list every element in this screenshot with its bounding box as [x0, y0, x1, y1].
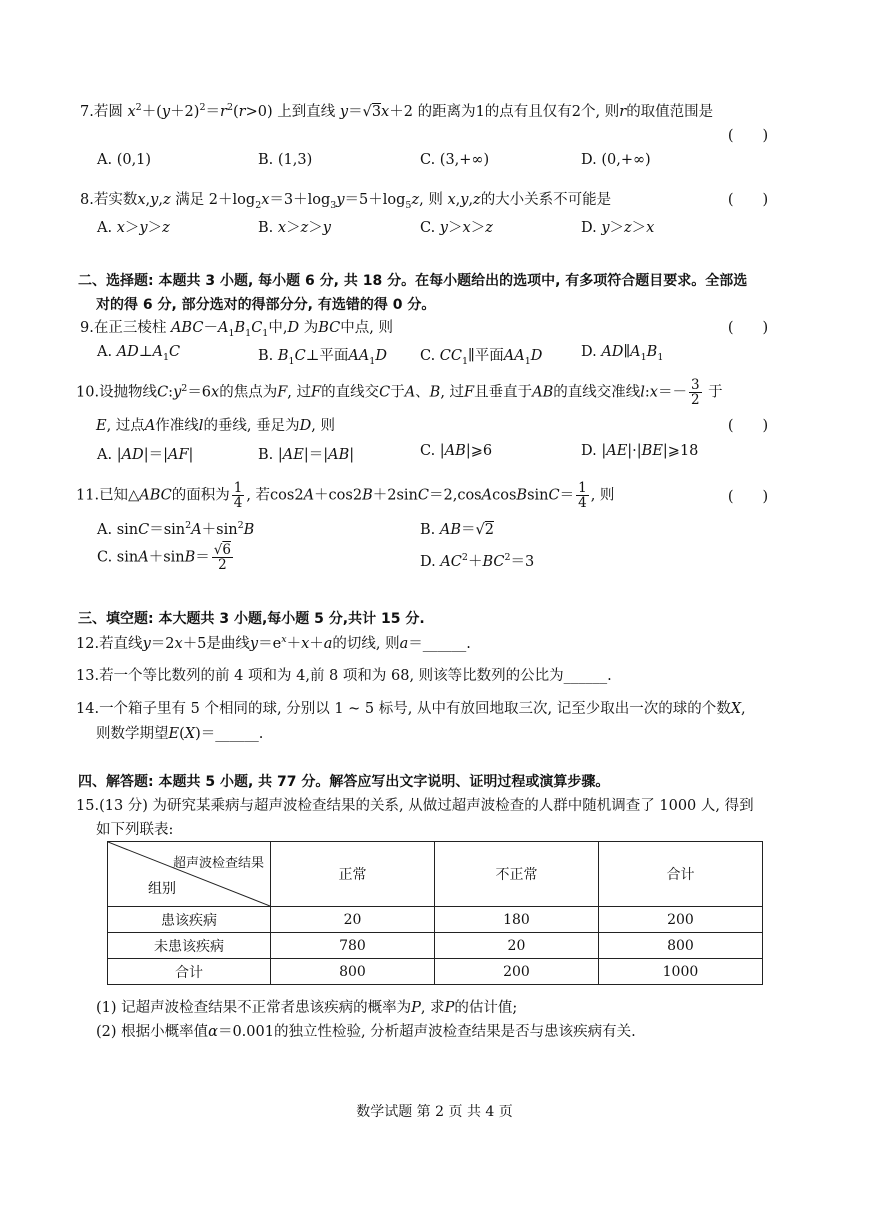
section-2-heading-line2: 对的得 6 分, 部分选对的得部分分, 有选错的得 0 分。	[96, 297, 436, 313]
question-14: 14.一个箱子里有 5 个相同的球, 分别以 1 ~ 5 标号, 从中有放回地取三次, 记至少取出一次的球的个数X,	[76, 701, 746, 717]
corner-top-label: 超声波检查结果	[172, 856, 264, 871]
table-header: 正常	[271, 842, 435, 907]
table-cell: 200	[598, 907, 762, 933]
question-9: 9.在正三棱柱 $ABC-A_1B_1C_1$中,D 为BC中点, 则	[80, 320, 393, 339]
q8-option-a: A. x＞y＞z	[97, 220, 170, 236]
question-15-part-2: (2) 根据小概率值α＝0.001的独立性检验, 分析超声波检查结果是否与患该疾病有关.	[96, 1024, 636, 1040]
q8-option-d: D. y＞z＞x	[581, 220, 655, 236]
q7-option-a: A. (0,1)	[97, 152, 152, 168]
table-cell: 未患该疾病	[108, 933, 271, 959]
table-cell: 20	[271, 907, 435, 933]
q9-option-b: B. $B_1C\perp$平面$AA_1D$	[258, 348, 387, 367]
answer-paren-9: ( )	[727, 320, 769, 336]
table-cell: 20	[434, 933, 598, 959]
q13-answer-blank[interactable]: ______	[563, 668, 608, 684]
q9-option-c: C. $CC_1\parallel$平面$AA_1D$	[420, 348, 543, 367]
answer-paren-10: ( )	[727, 418, 769, 434]
table-row	[108, 907, 763, 933]
q11-option-b: B. AB＝√2	[420, 522, 494, 538]
q10-option-b: B. |AE|＝|AB|	[258, 447, 355, 463]
q12-answer-blank[interactable]: ______	[422, 636, 467, 652]
q9-option-d: D. $AD\parallel A_1B_1$	[581, 344, 664, 363]
q11-option-a: A. $\sin C=\sin^2A+\sin^2B$	[97, 520, 255, 538]
q11-option-c: C. sinA＋sinB＝ $\frac{√6}{2}$	[97, 542, 231, 574]
table-row	[108, 959, 763, 985]
q10-option-d: D. |AE|·|BE|⩾18	[581, 443, 699, 459]
question-10-line2: E, 过点A作准线l的垂线, 垂足为D, 则	[96, 418, 336, 434]
table-header: 不正常	[434, 842, 598, 907]
q7-option-d: D. (0,+∞)	[581, 152, 651, 168]
question-15-part-1: (1) 记超声波检查结果不正常者患该疾病的概率为P, 求P的估计值;	[96, 1000, 518, 1016]
question-15: 15.(13 分) 为研究某乘病与超声波检查结果的关系, 从做过超声波检查的人群中随机调查了 1000 人, 得到	[76, 798, 754, 814]
question-15-line2: 如下列联表:	[96, 822, 174, 838]
q14-answer-blank[interactable]: ______	[215, 726, 259, 742]
corner-bottom-label: 组别	[148, 881, 176, 897]
q7-option-c: C. (3,+∞)	[420, 152, 490, 168]
table-header-row	[108, 842, 763, 907]
answer-paren-7: ( )	[727, 128, 769, 144]
q10-option-c: C. |AB|⩾6	[420, 443, 493, 459]
table-corner-cell	[108, 842, 271, 907]
question-14-line2: 则数学期望E(X)＝______.	[96, 726, 264, 742]
table-cell: 患该疾病	[108, 907, 271, 933]
q10-option-a: A. |AD|＝|AF|	[97, 447, 194, 463]
q8-option-c: C. y＞x＞z	[420, 220, 493, 236]
q7-option-b: B. (1,3)	[258, 152, 313, 168]
table-row	[108, 933, 763, 959]
question-12: 12.若直线y＝2x＋5是曲线$y=e^x+x+a$的切线, 则a＝______.	[76, 634, 471, 652]
question-11: 11.已知△ABC的面积为 $\frac{1}{4}$ , 若cos2A＋cos2B＋2sinC＝2,cosAcosBsinC＝ $\frac{1}{4}$ , 则	[76, 480, 615, 512]
section-3-heading: 三、填空题: 本大题共 3 小题,每小题 5 分,共计 15 分.	[78, 611, 425, 627]
q9-option-a: A. $AD\perp A_1C$	[97, 344, 181, 363]
page-footer: 数学试题 第 2 页 共 4 页	[356, 1104, 513, 1120]
question-13: 13.若一个等比数列的前 4 项和为 4,前 8 项和为 68, 则该等比数列的公比为______.	[76, 668, 612, 684]
q11-option-d: D. $AC^2+BC^2=3$	[420, 552, 535, 570]
section-4-heading: 四、解答题: 本题共 5 小题, 共 77 分。解答应写出文字说明、证明过程或演算步骤。	[78, 774, 610, 790]
table-cell: 1000	[598, 959, 762, 985]
table-cell: 合计	[108, 959, 271, 985]
table-cell: 780	[271, 933, 435, 959]
answer-paren-11: ( )	[727, 489, 769, 505]
table-header: 合计	[598, 842, 762, 907]
question-8: 8.若实数x,y,z 满足 $2+\log_2x=3+\log_3y=5+\log_5z$, 则 x,y,z的大小关系不可能是	[80, 192, 612, 211]
answer-paren-8: ( )	[727, 192, 769, 208]
table-cell: 800	[598, 933, 762, 959]
section-2-heading: 二、选择题: 本题共 3 小题, 每小题 6 分, 共 18 分。在每小题给出的选项中, 有多项符合题目要求。全部选	[78, 273, 748, 289]
table-cell: 200	[434, 959, 598, 985]
contingency-table	[107, 841, 763, 985]
question-10: 10.设抛物线$C:y^2=6x$的焦点为F, 过F的直线交C于A、B, 过F且垂直于AB的直线交准线l:x＝－ $\frac{3}{2}$ 于	[76, 377, 723, 409]
table-cell: 800	[271, 959, 435, 985]
q8-option-b: B. x＞z＞y	[258, 220, 331, 236]
table-cell: 180	[434, 907, 598, 933]
question-7: 7.若圆 $x^2+(y+2)^2=r^2(r>0)$ 上到直线 y＝√3x＋2 的距离为1的点有且仅有2个, 则r的取值范围是	[80, 102, 714, 120]
